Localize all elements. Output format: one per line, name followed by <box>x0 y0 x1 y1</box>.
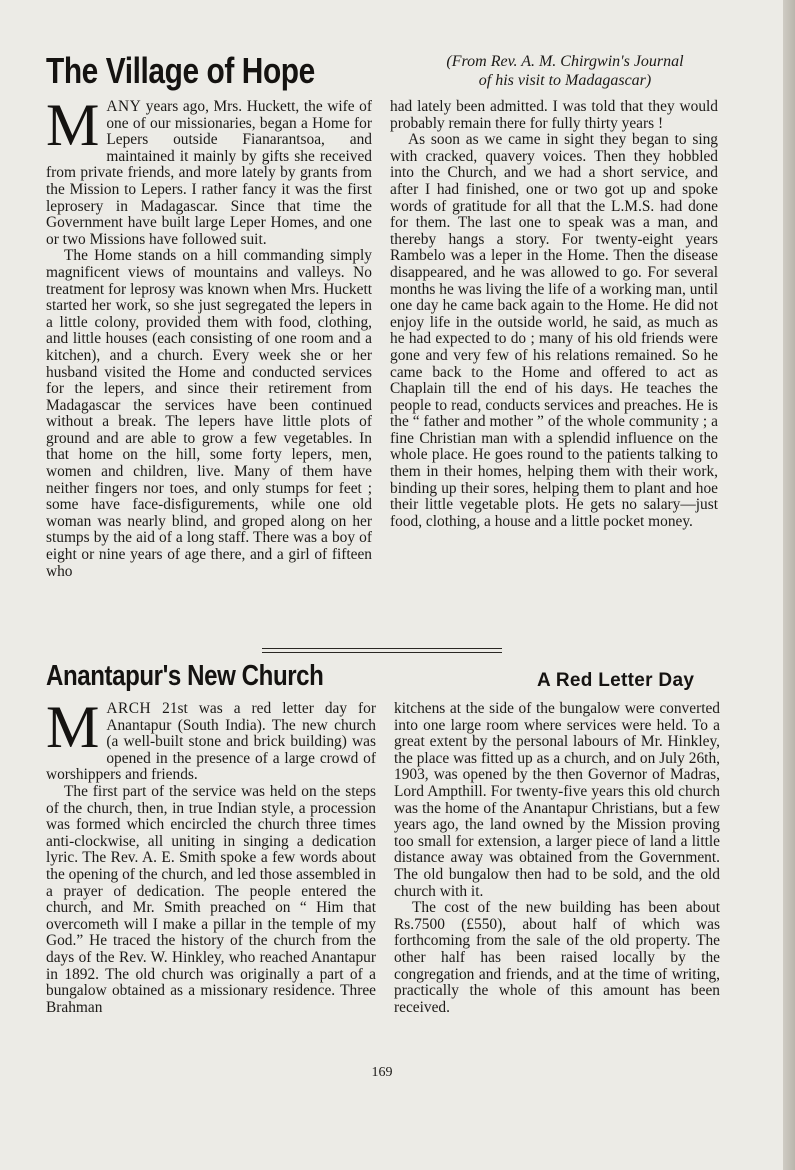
article-attribution <box>400 52 730 90</box>
article1-paragraph-4: As soon as we came in sight they began to sing with cracked, quavery voices. Then they hobbled into the Church, and we had a short service, and after I had finished, one or two got up and spoke words of gratitude for all that the L.M.S. had done for them. The last one to speak was a man, and thereby hangs a story. For twenty-eight years Rambelo was a leper in the Home. Then the disease disappeared, and he was allowed to go. For several months he was living the life of a working man, until one day he came back again to the Home. He did not enjoy life in the outside world, he said, as much as he had expected to do ; many of his old friends were gone and very few of his relations remained. So he came back to the Home and offered to act as Chaplain till the end of his days. He teaches the people to read, conducts services and preaches. He is the “ father and mother ” of the whole community ; a fine Christian man with a splendid influence on the whole place. He goes round to the patients talking to them in their homes, helping them with their work, binding up their sores, helping them to plant and hoe their little vegetable plots. He gets no salary—just food, clothing, a house and a little pocket money. <box>390 131 718 530</box>
paragraph-text: years ago, Mrs. Huckett, the wife of one of our missionaries, began a Home for Lepers outside Fianarantsoa, and maintained it mainly by gifts she received from private friends, and more lately by grants from the Mission to Lepers. I rather fancy it was the first leprosery in Madagascar. Since that time the Government have built large Leper Homes, and one or two Missions have followed suit. <box>46 98 372 248</box>
article2-paragraph-2: The first part of the service was held on the steps of the church, then, in true Indian style, a procession was formed which encircled the church three times anti-clockwise, all uniting in singing a dedication lyric. The Rev. A. E. Smith spoke a few words about the opening of the church, and led those assembled in a prayer of dedication. The people entered the church, and Mr. Smith preached on “ Him that overcometh will I make a pillar in the temple of my God.” He traced the history of the church from the days of the Rev. W. Hinkley, who reached Anantapur in 1892. The old church was originally a part of a bungalow obtained as a missionary residence. Three Brahman <box>46 782 376 1016</box>
article1-paragraph-2: The Home stands on a hill commanding simply magnificent views of mountains and valleys. No treatment for leprosy was known when Mrs. Huckett started her work, so she just segregated the lepers in a little colony, provided them with food, clothing, and little houses (each consisting of one room and a kitchen), and a church. Every week she or her husband visited the Home and conducted services for the lepers, and since their retirement from Madagascar the services have been continued without a break. The lepers have little plots of ground and are able to grow a few vegetables. In that home on the hill, some forty lepers, men, women and children, live. Many of them have neither fingers nor toes, and only stumps for feet ; some have face-disfigurements, while one old woman was nearly blind, and groped along on her stumps by the aid of a long staff. There was a boy of eight or nine years of age there, and a girl of fifteen who <box>46 247 372 580</box>
opening-small-caps: ANY <box>106 98 142 115</box>
article-subtitle-red-letter-day: A Red Letter Day <box>537 670 695 691</box>
paragraph-text: 21st was a red letter day for Anantapur (South India). The new church (a well-built stone and brick building) was opened in the presence of a large crowd of worshippers and friends. <box>46 700 376 784</box>
article1-paragraph-3: had lately been admitted. I was told that they would probably remain there for fully thirty years ! <box>390 98 718 132</box>
page-number: 169 <box>371 1065 393 1080</box>
attribution-line-1: (From Rev. A. M. Chirgwin's Journal <box>446 53 684 70</box>
attribution-line-2: of his visit to Madagascar) <box>478 72 652 89</box>
article1-left-column <box>46 92 372 580</box>
article1-paragraph-1 <box>46 92 372 248</box>
article-title-village-of-hope: The Village of Hope <box>46 50 315 91</box>
section-divider-top <box>262 648 502 649</box>
article2-paragraph-1 <box>46 694 376 784</box>
opening-small-caps: ARCH <box>106 700 152 717</box>
article-title-anantapur: Anantapur's New Church <box>46 660 324 692</box>
article1-right-column <box>390 99 718 530</box>
drop-cap: M <box>46 92 100 158</box>
article2-paragraph-4: The cost of the new building has been about Rs.7500 (£550), about half of which was forthcoming from the sale of the old property. The other half has been raised locally by the congregation and friends, and at the time of writing, practically the whole of this amount has been received. <box>394 899 720 1016</box>
section-divider-bottom <box>262 652 502 653</box>
article2-right-column <box>394 701 720 1016</box>
article2-paragraph-3: kitchens at the side of the bungalow were converted into one large room where services were held. To a great extent by the personal labours of Mr. Hinkley, the place was fitted up as a church, and on July 26th, 1903, was opened by the then Governor of Madras, Lord Ampthill. For twenty-five years this old church was the home of the Anantapur Christians, but a few years ago, the land owned by the Mission proving too small for extension, a larger piece of land a little distance away was obtained from the Government. The old bungalow then had to be sold, and the old church with it. <box>394 700 720 900</box>
page-edge <box>783 0 795 1170</box>
article2-left-column <box>46 694 376 1016</box>
drop-cap: M <box>46 694 100 760</box>
